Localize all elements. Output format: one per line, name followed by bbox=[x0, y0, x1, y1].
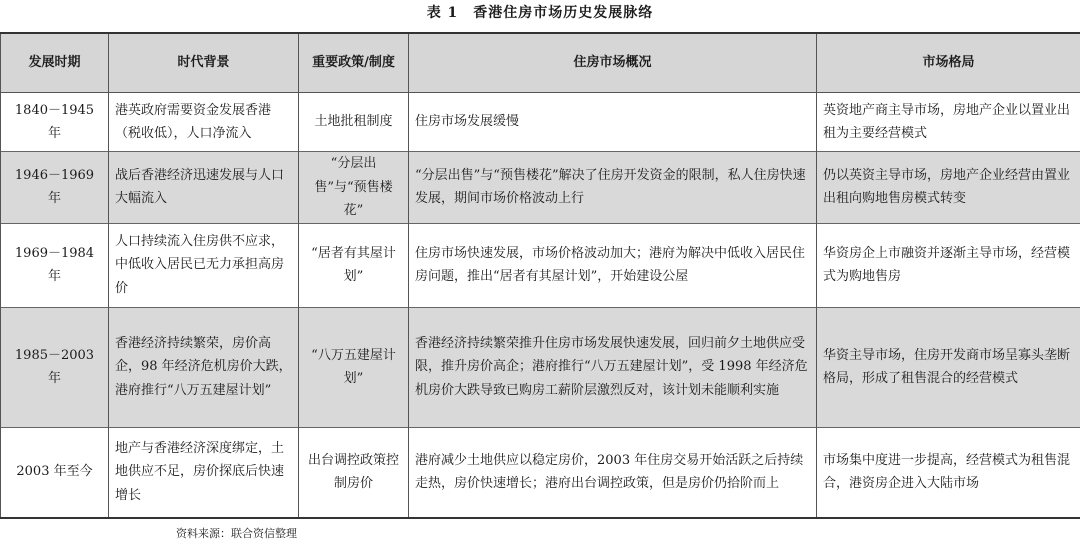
table-caption: 表 1 香港住房市场历史发展脉络 bbox=[426, 5, 654, 21]
cell-pattern: 华资房企上市融资并逐渐主导市场，经营模式为购地售房 bbox=[817, 223, 1080, 307]
cell-pattern: 市场集中度进一步提高，经营模式为租售混合，港资房企进入大陆市场 bbox=[817, 427, 1080, 518]
cell-background: 战后香港经济迅速发展与人口大幅流入 bbox=[109, 152, 299, 224]
cell-overview: 港府减少土地供应以稳定房价，2003 年住房交易开始活跃之后持续走热，房价快速增长；港府出台调控政策，但是房价仍拾阶而上 bbox=[409, 427, 817, 518]
header-period: 发展时期 bbox=[1, 33, 109, 93]
header-policy: 重要政策/制度 bbox=[299, 33, 409, 93]
cell-policy: “分层出售”与“预售楼花” bbox=[299, 152, 409, 224]
cell-policy: “八万五建屋计划” bbox=[299, 307, 409, 427]
cell-policy: 出台调控政策控制房价 bbox=[299, 427, 409, 518]
cell-overview: 住房市场快速发展，市场价格波动加大；港府为解决中低收入居民住房问题，推出“居者有其屋计划”，开始建设公屋 bbox=[409, 223, 817, 307]
cell-pattern: 华资主导市场，住房开发商市场呈寡头垄断格局，形成了租售混合的经营模式 bbox=[817, 307, 1080, 427]
table-row bbox=[1, 93, 1080, 152]
cell-period: 2003 年至今 bbox=[1, 427, 109, 518]
header-pattern: 市场格局 bbox=[817, 33, 1080, 93]
hk-housing-history-table bbox=[0, 32, 1080, 519]
table-row bbox=[1, 307, 1080, 427]
cell-overview: 住房市场发展缓慢 bbox=[409, 93, 817, 152]
cell-policy: 土地批租制度 bbox=[299, 93, 409, 152]
cell-pattern: 仍以英资主导市场，房地产企业经营由置业出租向购地售房模式转变 bbox=[817, 152, 1080, 224]
cell-background: 人口持续流入住房供不应求，中低收入居民已无力承担高房价 bbox=[109, 223, 299, 307]
cell-policy: “居者有其屋计划” bbox=[299, 223, 409, 307]
header-overview: 住房市场概况 bbox=[409, 33, 817, 93]
cell-period: 1946－1969 年 bbox=[1, 152, 109, 224]
table-row bbox=[1, 152, 1080, 224]
cell-overview: “分层出售”与“预售楼花”解决了住房开发资金的限制，私人住房快速发展，期间市场价格波动上行 bbox=[409, 152, 817, 224]
header-background: 时代背景 bbox=[109, 33, 299, 93]
cell-background: 地产与香港经济深度绑定，土地供应不足，房价探底后快速增长 bbox=[109, 427, 299, 518]
cell-background: 香港经济持续繁荣，房价高企，98 年经济危机房价大跌，港府推行“八万五建屋计划” bbox=[109, 307, 299, 427]
source-note: 资料来源：联合资信整理 bbox=[176, 527, 297, 540]
cell-pattern: 英资地产商主导市场，房地产企业以置业出租为主要经营模式 bbox=[817, 93, 1080, 152]
cell-period: 1840－1945 年 bbox=[1, 93, 109, 152]
table-row bbox=[1, 223, 1080, 307]
cell-background: 港英政府需要资金发展香港（税收低），人口净流入 bbox=[109, 93, 299, 152]
table-row bbox=[1, 427, 1080, 518]
table-header-row bbox=[1, 33, 1080, 93]
cell-period: 1969－1984 年 bbox=[1, 223, 109, 307]
cell-period: 1985－2003 年 bbox=[1, 307, 109, 427]
cell-overview: 香港经济持续繁荣推升住房市场发展快速发展，回归前夕土地供应受限，推升房价高企；港府推行“八万五建屋计划”，受 1998 年经济危机房价大跌导致已购房工薪阶层激烈反对，该计划未能顺利实施 bbox=[409, 307, 817, 427]
